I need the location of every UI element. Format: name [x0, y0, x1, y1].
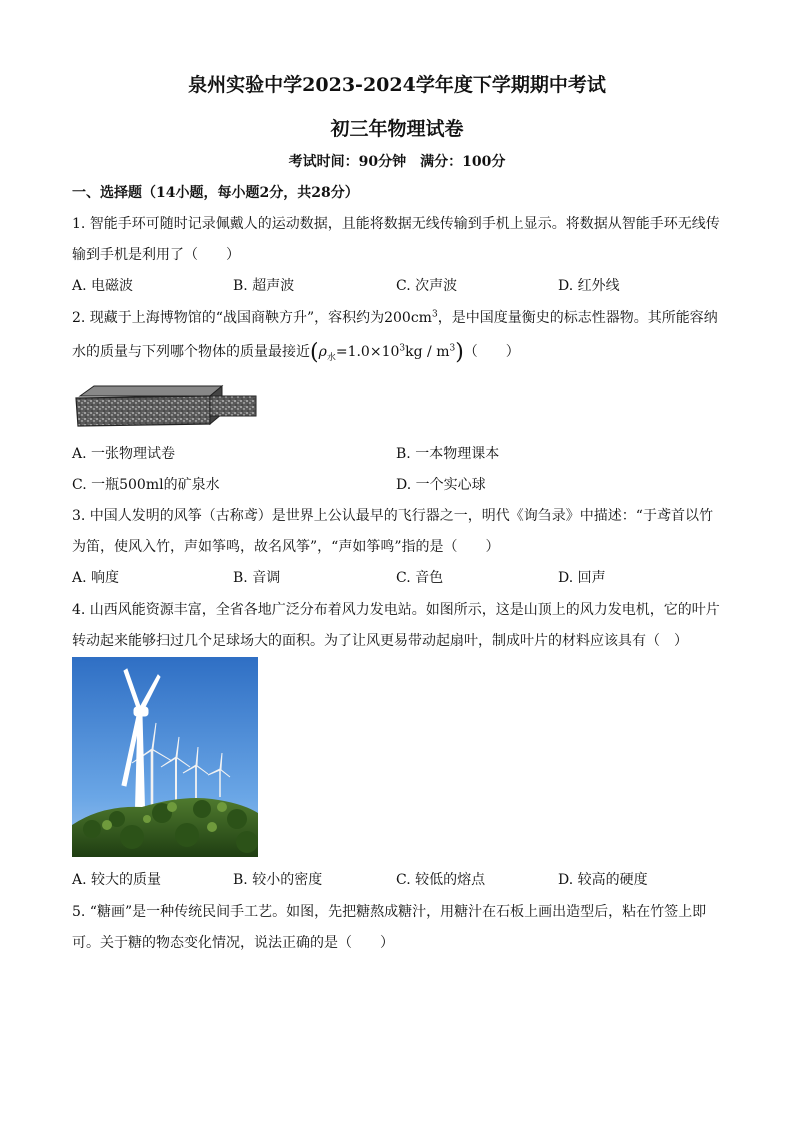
formula-exp: 3: [399, 343, 406, 354]
question-1-line-2: 输到手机是利用了（ ）: [72, 247, 240, 263]
q2-option-a: A. 一张物理试卷: [72, 446, 176, 462]
question-5-line-1: 5. “糖画”是一种传统民间手工艺。如图，先把糖熬成糖汁，用糖汁在石板上画出造型后，粘在竹签上即: [72, 904, 707, 920]
question-3-line-2: 为笛，使风入竹，声如筝鸣，故名风筝”，“声如筝鸣”指的是（ ）: [72, 539, 500, 555]
exam-title: 泉州实验中学2023-2024学年度下学期期中考试: [188, 74, 606, 96]
q2-option-c: C. 一瓶500ml的矿泉水: [72, 477, 220, 493]
q3-option-b: B. 音调: [233, 570, 281, 586]
wind-turbine-photo: [72, 657, 258, 857]
q2-line1-sup: 3: [431, 309, 438, 320]
formula-unit-exp: 3: [449, 343, 456, 354]
q2-line1-text: 2. 现藏于上海博物馆的“战国商鞅方升”，容积约为200cm: [72, 310, 432, 326]
q4-option-c: C. 较低的熔点: [396, 872, 486, 888]
formula-unit: kg / m: [405, 344, 450, 360]
formula-eq: =1.0×10: [335, 344, 400, 360]
question-5-line-2: 可。关于糖的物态变化情况，说法正确的是（ ）: [72, 935, 394, 951]
q4-option-d: D. 较高的硬度: [558, 872, 648, 888]
shang-yang-measure-image: [72, 382, 260, 430]
question-4-line-2: 转动起来能够扫过几个足球场大的面积。为了让风更易带动起扇叶，制成叶片的材料应该具有（ ）: [72, 633, 688, 649]
q2-option-b: B. 一本物理课本: [396, 446, 500, 462]
question-2-line-1: [72, 307, 718, 327]
q3-option-c: C. 音色: [396, 570, 444, 586]
q3-option-a: A. 响度: [72, 570, 120, 586]
q2-line2-text: 水的质量与下列哪个物体的质量最接近: [72, 344, 310, 360]
q2-line1-post: ，是中国度量衡史的标志性器物。其所能容纳: [437, 310, 718, 326]
question-1-line-1: 1. 智能手环可随时记录佩戴人的运动数据，且能将数据无线传输到手机上显示。将数据从智能手环无线传: [72, 216, 720, 232]
question-4-line-1: 4. 山西风能资源丰富，全省各地广泛分布着风力发电站。如图所示，这是山顶上的风力发电机，它的叶片: [72, 602, 720, 618]
question-2-line-2: [72, 340, 520, 365]
q2-line2-post: （ ）: [463, 344, 520, 360]
q1-option-b: B. 超声波: [233, 278, 295, 294]
q4-option-a: A. 较大的质量: [72, 872, 162, 888]
q4-option-b: B. 较小的密度: [233, 872, 323, 888]
q1-option-a: A. 电磁波: [72, 278, 134, 294]
q3-option-d: D. 回声: [558, 570, 606, 586]
density-formula: $(\rho_水=1.0\times 10^3kg / m^3)$: [310, 340, 464, 365]
q1-option-c: C. 次声波: [396, 278, 458, 294]
exam-subtitle: 初三年物理试卷: [330, 118, 464, 140]
rho-symbol: ρ: [318, 344, 327, 360]
question-3-line-1: 3. 中国人发明的风筝（古称鸢）是世界上公认最早的飞行器之一，明代《询刍录》中描述：“于鸢首以竹: [72, 508, 713, 524]
q2-option-d: D. 一个实心球: [396, 477, 486, 493]
exam-info: 考试时间：90分钟 满分：100分: [288, 154, 506, 170]
rho-subscript: 水: [326, 352, 336, 363]
q1-option-d: D. 红外线: [558, 278, 620, 294]
section-heading: 一、选择题（14小题，每小题2分，共28分）: [72, 185, 359, 201]
